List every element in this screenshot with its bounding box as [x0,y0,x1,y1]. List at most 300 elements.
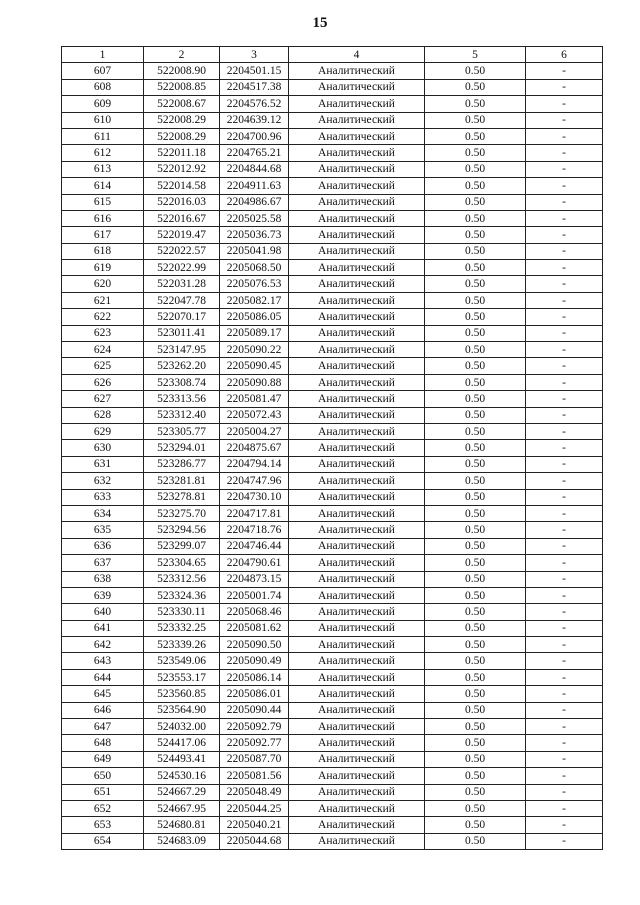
note-cell: - [526,391,603,407]
table-row [62,128,603,144]
accuracy-cell: 0.50 [425,63,526,79]
accuracy-cell: 0.50 [425,128,526,144]
x-coordinate-cell: 523281.81 [144,473,220,489]
y-coordinate-cell: 2205081.56 [220,768,289,784]
method-cell: Аналитический [289,784,425,800]
x-coordinate-cell: 523553.17 [144,669,220,685]
note-cell: - [526,555,603,571]
point-number-cell: 619 [62,260,144,276]
note-cell: - [526,374,603,390]
point-number-cell: 641 [62,620,144,636]
y-coordinate-cell: 2205090.45 [220,358,289,374]
y-coordinate-cell: 2205082.17 [220,292,289,308]
note-cell: - [526,260,603,276]
accuracy-cell: 0.50 [425,735,526,751]
method-cell: Аналитический [289,751,425,767]
table-row [62,473,603,489]
x-coordinate-cell: 524417.06 [144,735,220,751]
point-number-cell: 642 [62,637,144,653]
method-cell: Аналитический [289,620,425,636]
method-cell: Аналитический [289,686,425,702]
column-header: 5 [425,47,526,63]
y-coordinate-cell: 2205090.44 [220,702,289,718]
x-coordinate-cell: 522014.58 [144,178,220,194]
column-header: 6 [526,47,603,63]
y-coordinate-cell: 2205001.74 [220,587,289,603]
point-number-cell: 618 [62,243,144,259]
method-cell: Аналитический [289,800,425,816]
accuracy-cell: 0.50 [425,145,526,161]
note-cell: - [526,538,603,554]
y-coordinate-cell: 2205036.73 [220,227,289,243]
table-row [62,276,603,292]
accuracy-cell: 0.50 [425,522,526,538]
method-cell: Аналитический [289,702,425,718]
table-row [62,587,603,603]
point-number-cell: 640 [62,604,144,620]
y-coordinate-cell: 2204576.52 [220,96,289,112]
accuracy-cell: 0.50 [425,243,526,259]
y-coordinate-cell: 2205092.77 [220,735,289,751]
note-cell: - [526,63,603,79]
method-cell: Аналитический [289,473,425,489]
point-number-cell: 633 [62,489,144,505]
point-number-cell: 654 [62,833,144,849]
note-cell: - [526,210,603,226]
table-row [62,719,603,735]
accuracy-cell: 0.50 [425,587,526,603]
point-number-cell: 628 [62,407,144,423]
method-cell: Аналитический [289,489,425,505]
note-cell: - [526,292,603,308]
x-coordinate-cell: 523305.77 [144,423,220,439]
method-cell: Аналитический [289,194,425,210]
table-row [62,669,603,685]
method-cell: Аналитический [289,309,425,325]
table-row [62,833,603,849]
x-coordinate-cell: 522022.57 [144,243,220,259]
table-row [62,440,603,456]
point-number-cell: 610 [62,112,144,128]
x-coordinate-cell: 522008.67 [144,96,220,112]
note-cell: - [526,571,603,587]
note-cell: - [526,473,603,489]
note-cell: - [526,276,603,292]
table-row [62,522,603,538]
accuracy-cell: 0.50 [425,784,526,800]
x-coordinate-cell: 523308.74 [144,374,220,390]
point-number-cell: 632 [62,473,144,489]
accuracy-cell: 0.50 [425,604,526,620]
y-coordinate-cell: 2205092.79 [220,719,289,735]
method-cell: Аналитический [289,161,425,177]
method-cell: Аналитический [289,292,425,308]
y-coordinate-cell: 2205025.58 [220,210,289,226]
x-coordinate-cell: 523275.70 [144,505,220,521]
method-cell: Аналитический [289,505,425,521]
y-coordinate-cell: 2205086.01 [220,686,289,702]
method-cell: Аналитический [289,423,425,439]
table-row [62,538,603,554]
method-cell: Аналитический [289,128,425,144]
note-cell: - [526,587,603,603]
accuracy-cell: 0.50 [425,686,526,702]
y-coordinate-cell: 2204873.15 [220,571,289,587]
table-row [62,325,603,341]
accuracy-cell: 0.50 [425,653,526,669]
point-number-cell: 613 [62,161,144,177]
point-number-cell: 637 [62,555,144,571]
note-cell: - [526,128,603,144]
method-cell: Аналитический [289,669,425,685]
method-cell: Аналитический [289,210,425,226]
table-row [62,489,603,505]
point-number-cell: 639 [62,587,144,603]
x-coordinate-cell: 523304.65 [144,555,220,571]
y-coordinate-cell: 2205041.98 [220,243,289,259]
x-coordinate-cell: 523294.56 [144,522,220,538]
y-coordinate-cell: 2204730.10 [220,489,289,505]
table-row [62,751,603,767]
table-row [62,505,603,521]
y-coordinate-cell: 2205044.25 [220,800,289,816]
method-cell: Аналитический [289,637,425,653]
method-cell: Аналитический [289,735,425,751]
method-cell: Аналитический [289,719,425,735]
y-coordinate-cell: 2204844.68 [220,161,289,177]
column-header: 3 [220,47,289,63]
y-coordinate-cell: 2205089.17 [220,325,289,341]
accuracy-cell: 0.50 [425,571,526,587]
note-cell: - [526,784,603,800]
table-body [62,63,603,850]
point-number-cell: 650 [62,768,144,784]
accuracy-cell: 0.50 [425,620,526,636]
accuracy-cell: 0.50 [425,637,526,653]
note-cell: - [526,243,603,259]
table-row [62,112,603,128]
point-number-cell: 615 [62,194,144,210]
accuracy-cell: 0.50 [425,817,526,833]
y-coordinate-cell: 2204700.96 [220,128,289,144]
method-cell: Аналитический [289,391,425,407]
table-row [62,735,603,751]
x-coordinate-cell: 524032.00 [144,719,220,735]
x-coordinate-cell: 523560.85 [144,686,220,702]
x-coordinate-cell: 522008.90 [144,63,220,79]
note-cell: - [526,112,603,128]
method-cell: Аналитический [289,79,425,95]
note-cell: - [526,423,603,439]
method-cell: Аналитический [289,358,425,374]
accuracy-cell: 0.50 [425,538,526,554]
y-coordinate-cell: 2205087.70 [220,751,289,767]
x-coordinate-cell: 522016.67 [144,210,220,226]
table-row [62,96,603,112]
method-cell: Аналитический [289,587,425,603]
accuracy-cell: 0.50 [425,96,526,112]
method-cell: Аналитический [289,456,425,472]
note-cell: - [526,653,603,669]
accuracy-cell: 0.50 [425,292,526,308]
accuracy-cell: 0.50 [425,260,526,276]
point-number-cell: 646 [62,702,144,718]
note-cell: - [526,145,603,161]
table-row [62,161,603,177]
note-cell: - [526,686,603,702]
note-cell: - [526,719,603,735]
y-coordinate-cell: 2205086.14 [220,669,289,685]
method-cell: Аналитический [289,817,425,833]
note-cell: - [526,489,603,505]
y-coordinate-cell: 2205081.62 [220,620,289,636]
note-cell: - [526,817,603,833]
method-cell: Аналитический [289,63,425,79]
y-coordinate-cell: 2205076.53 [220,276,289,292]
method-cell: Аналитический [289,555,425,571]
point-number-cell: 626 [62,374,144,390]
x-coordinate-cell: 523564.90 [144,702,220,718]
y-coordinate-cell: 2204717.81 [220,505,289,521]
point-number-cell: 629 [62,423,144,439]
column-header: 1 [62,47,144,63]
y-coordinate-cell: 2205090.22 [220,342,289,358]
y-coordinate-cell: 2204639.12 [220,112,289,128]
method-cell: Аналитический [289,145,425,161]
table-row [62,391,603,407]
y-coordinate-cell: 2205072.43 [220,407,289,423]
x-coordinate-cell: 524493.41 [144,751,220,767]
x-coordinate-cell: 523262.20 [144,358,220,374]
page-number: 15 [312,15,328,31]
point-number-cell: 631 [62,456,144,472]
note-cell: - [526,833,603,849]
table-row [62,260,603,276]
table-row [62,309,603,325]
accuracy-cell: 0.50 [425,751,526,767]
x-coordinate-cell: 523147.95 [144,342,220,358]
point-number-cell: 651 [62,784,144,800]
accuracy-cell: 0.50 [425,342,526,358]
table-row [62,784,603,800]
accuracy-cell: 0.50 [425,194,526,210]
method-cell: Аналитический [289,243,425,259]
table-row [62,374,603,390]
point-number-cell: 635 [62,522,144,538]
point-number-cell: 630 [62,440,144,456]
x-coordinate-cell: 524530.16 [144,768,220,784]
x-coordinate-cell: 523313.56 [144,391,220,407]
accuracy-cell: 0.50 [425,309,526,325]
y-coordinate-cell: 2205048.49 [220,784,289,800]
table-row [62,686,603,702]
note-cell: - [526,342,603,358]
table-row [62,63,603,79]
table-row [62,292,603,308]
method-cell: Аналитический [289,227,425,243]
x-coordinate-cell: 522008.29 [144,128,220,144]
x-coordinate-cell: 522070.17 [144,309,220,325]
x-coordinate-cell: 523330.11 [144,604,220,620]
accuracy-cell: 0.50 [425,800,526,816]
table-row [62,178,603,194]
coordinates-table [61,46,603,850]
method-cell: Аналитический [289,440,425,456]
point-number-cell: 623 [62,325,144,341]
y-coordinate-cell: 2204794.14 [220,456,289,472]
note-cell: - [526,604,603,620]
note-cell: - [526,505,603,521]
y-coordinate-cell: 2204986.67 [220,194,289,210]
point-number-cell: 644 [62,669,144,685]
note-cell: - [526,440,603,456]
point-number-cell: 620 [62,276,144,292]
y-coordinate-cell: 2205090.88 [220,374,289,390]
table-row [62,407,603,423]
note-cell: - [526,702,603,718]
accuracy-cell: 0.50 [425,440,526,456]
method-cell: Аналитический [289,604,425,620]
x-coordinate-cell: 522031.28 [144,276,220,292]
accuracy-cell: 0.50 [425,505,526,521]
point-number-cell: 643 [62,653,144,669]
table-row [62,800,603,816]
y-coordinate-cell: 2204765.21 [220,145,289,161]
point-number-cell: 616 [62,210,144,226]
table-row [62,456,603,472]
table-row [62,79,603,95]
x-coordinate-cell: 523332.25 [144,620,220,636]
table-row [62,604,603,620]
y-coordinate-cell: 2205044.68 [220,833,289,849]
point-number-cell: 649 [62,751,144,767]
x-coordinate-cell: 524683.09 [144,833,220,849]
y-coordinate-cell: 2205081.47 [220,391,289,407]
note-cell: - [526,669,603,685]
note-cell: - [526,325,603,341]
note-cell: - [526,751,603,767]
method-cell: Аналитический [289,522,425,538]
accuracy-cell: 0.50 [425,374,526,390]
x-coordinate-cell: 523312.56 [144,571,220,587]
table-row [62,227,603,243]
note-cell: - [526,800,603,816]
point-number-cell: 634 [62,505,144,521]
table-row [62,817,603,833]
note-cell: - [526,407,603,423]
accuracy-cell: 0.50 [425,391,526,407]
method-cell: Аналитический [289,342,425,358]
x-coordinate-cell: 522008.85 [144,79,220,95]
point-number-cell: 612 [62,145,144,161]
accuracy-cell: 0.50 [425,473,526,489]
accuracy-cell: 0.50 [425,358,526,374]
accuracy-cell: 0.50 [425,719,526,735]
point-number-cell: 647 [62,719,144,735]
accuracy-cell: 0.50 [425,669,526,685]
point-number-cell: 608 [62,79,144,95]
note-cell: - [526,178,603,194]
note-cell: - [526,161,603,177]
x-coordinate-cell: 522012.92 [144,161,220,177]
note-cell: - [526,227,603,243]
y-coordinate-cell: 2204911.63 [220,178,289,194]
method-cell: Аналитический [289,260,425,276]
y-coordinate-cell: 2204501.15 [220,63,289,79]
table-row [62,342,603,358]
table-row [62,243,603,259]
accuracy-cell: 0.50 [425,489,526,505]
accuracy-cell: 0.50 [425,456,526,472]
point-number-cell: 652 [62,800,144,816]
table-row [62,571,603,587]
y-coordinate-cell: 2205068.46 [220,604,289,620]
note-cell: - [526,79,603,95]
point-number-cell: 621 [62,292,144,308]
accuracy-cell: 0.50 [425,407,526,423]
table-row [62,620,603,636]
note-cell: - [526,456,603,472]
note-cell: - [526,96,603,112]
accuracy-cell: 0.50 [425,833,526,849]
y-coordinate-cell: 2205090.49 [220,653,289,669]
x-coordinate-cell: 523324.36 [144,587,220,603]
y-coordinate-cell: 2205004.27 [220,423,289,439]
method-cell: Аналитический [289,833,425,849]
point-number-cell: 609 [62,96,144,112]
table-row [62,423,603,439]
method-cell: Аналитический [289,407,425,423]
x-coordinate-cell: 524667.29 [144,784,220,800]
note-cell: - [526,735,603,751]
x-coordinate-cell: 523278.81 [144,489,220,505]
table-row [62,702,603,718]
x-coordinate-cell: 522011.18 [144,145,220,161]
point-number-cell: 611 [62,128,144,144]
point-number-cell: 625 [62,358,144,374]
point-number-cell: 653 [62,817,144,833]
table-header-row [62,47,603,63]
accuracy-cell: 0.50 [425,227,526,243]
method-cell: Аналитический [289,374,425,390]
y-coordinate-cell: 2205090.50 [220,637,289,653]
x-coordinate-cell: 524680.81 [144,817,220,833]
note-cell: - [526,637,603,653]
x-coordinate-cell: 523286.77 [144,456,220,472]
x-coordinate-cell: 523312.40 [144,407,220,423]
accuracy-cell: 0.50 [425,555,526,571]
point-number-cell: 624 [62,342,144,358]
method-cell: Аналитический [289,768,425,784]
x-coordinate-cell: 522047.78 [144,292,220,308]
method-cell: Аналитический [289,653,425,669]
point-number-cell: 607 [62,63,144,79]
method-cell: Аналитический [289,96,425,112]
table-row [62,555,603,571]
y-coordinate-cell: 2204718.76 [220,522,289,538]
point-number-cell: 617 [62,227,144,243]
x-coordinate-cell: 522008.29 [144,112,220,128]
note-cell: - [526,194,603,210]
x-coordinate-cell: 522016.03 [144,194,220,210]
table-row [62,768,603,784]
table-row [62,653,603,669]
accuracy-cell: 0.50 [425,79,526,95]
table-row [62,637,603,653]
x-coordinate-cell: 523549.06 [144,653,220,669]
point-number-cell: 648 [62,735,144,751]
column-header: 4 [289,47,425,63]
